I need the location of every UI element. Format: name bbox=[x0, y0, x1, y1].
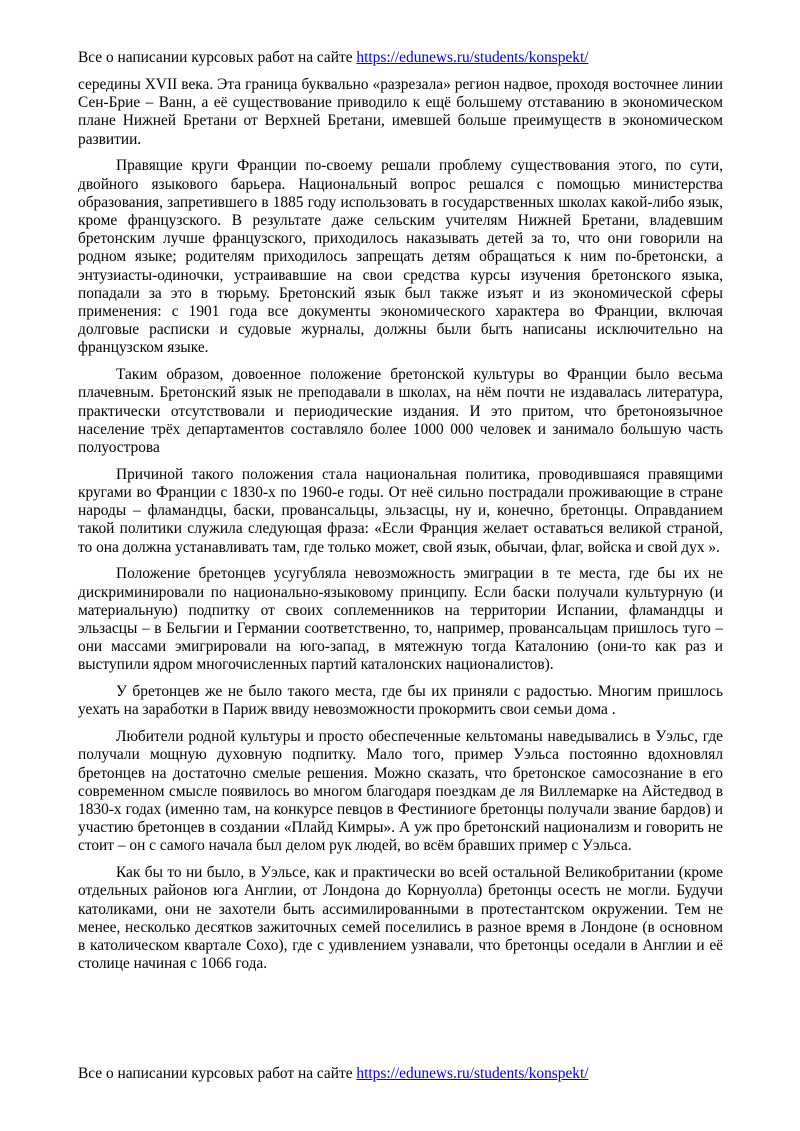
page-footer bbox=[78, 1064, 728, 1084]
paragraph-1: середины XVII века. Эта граница буквально «разрезала» регион надвое, проходя восточнее линии Сен-Брие – Ванн, а её существование приводило к ещё большему отставанию в экономическом плане Нижней Бретани от Верхней Бретани, имевшей больше преимуществ в экономическом развитии. bbox=[78, 76, 723, 148]
document-body bbox=[78, 76, 723, 982]
paragraph-7: Любители родной культуры и просто обеспеченные кельтоманы наведывались в Уэльс, где получали мощную духовную подпитку. Мало того, пример Уэльса постоянно вдохновлял бретонцев на достаточно смелые решения. Можно сказать, что бретонское самосознание в его современном смысле появилось во многом благодаря поездкам де ля Виллемарке на Айстедвод в 1830-х годах (именно там, на конкурсе певцов в Фестиниоге бретонцы получали звание бардов) и участию бретонцев в создании «Плайд Кимры». А уж про бретонский национализм и говорить не стоит – он с самого начала был делом рук людей, во всём бравших пример с Уэльса. bbox=[78, 728, 723, 855]
paragraph-6: У бретонцев же не было такого места, где бы их приняли с радостью. Многим пришлось уехать на заработки в Париж ввиду невозможности прокормить свои семьи дома . bbox=[78, 683, 723, 719]
footer-text: Все о написании курсовых работ на сайте bbox=[78, 1065, 357, 1082]
paragraph-5: Положение бретонцев усугубляла невозможность эмиграции в те места, где бы их не дискриминировали по национально-языковому принципу. Если баски получали культурную (и материальную) подпитку от своих соплеменников на территории Испании, фламандцы и эльзасцы – в Бельгии и Германии соответственно, то, например, провансальцам пришлось туго – они массами эмигрировали на юго-запад, в мятежную тогда Каталонию (они-то как раз и выступили ядром многочисленных партий каталонских националистов). bbox=[78, 565, 723, 674]
header-link[interactable]: https://edunews.ru/students/konspekt/ bbox=[356, 49, 589, 66]
footer-link[interactable]: https://edunews.ru/students/konspekt/ bbox=[356, 1065, 589, 1082]
paragraph-4: Причиной такого положения стала национальная политика, проводившаяся правящими кругами во Франции с 1830-х по 1960-е годы. От неё сильно пострадали проживающие в стране народы – фламандцы, баски, провансальцы, эльзасцы, ну и, конечно, бретонцы. Оправданием такой политики служила следующая фраза: «Если Франция желает оставаться великой страной, то она должна устанавливать там, где только может, свой язык, обычаи, флаг, войска и свой дух ». bbox=[78, 465, 723, 556]
paragraph-8: Как бы то ни было, в Уэльсе, как и практически во всей остальной Великобритании (кроме отдельных районов юга Англии, от Лондона до Корнуолла) бретонцы осесть не могли. Будучи католиками, они не захотели быть ассимилированными в протестантском окружении. Тем не менее, несколько десятков зажиточных семей поселились в разное время в Лондоне (в основном в католическом квартале Сохо), где с удивлением узнавали, что бретонцы оседали в Англии и её столице начиная с 1066 года. bbox=[78, 864, 723, 973]
header-text: Все о написании курсовых работ на сайте bbox=[78, 49, 357, 66]
page-header bbox=[78, 48, 728, 68]
paragraph-2: Правящие круги Франции по-своему решали проблему существования этого, по сути, двойного языкового барьера. Национальный вопрос решался с помощью министерства образования, запретившего в 1885 году использовать в государственных школах какой-либо язык, кроме французского. В результате даже сельским учителям Нижней Бретани, владевшим бретонским лучше французского, приходилось наказывать детей за то, что они говорили на родном языке; родителям приходилось запрещать детям обращаться к ним по-бретонски, а энтузиасты-одиночки, устраивавшие на свои средства курсы изучения бретонского языка, попадали за это в тюрьму. Бретонский язык был также изъят и из экономической сферы применения: с 1901 года все документы экономического характера во Франции, включая долговые расписки и судовые журналы, должны были быть написаны исключительно на французском языке. bbox=[78, 157, 723, 357]
paragraph-3: Таким образом, довоенное положение бретонской культуры во Франции было весьма плачевным. Бретонский язык не преподавали в школах, на нём почти не издавалась литература, практически отсутствовали и периодические издания. И это притом, что бретоноязычное население трёх департаментов составляло более 1000 000 человек и занимало большую часть полуострова bbox=[78, 366, 723, 457]
